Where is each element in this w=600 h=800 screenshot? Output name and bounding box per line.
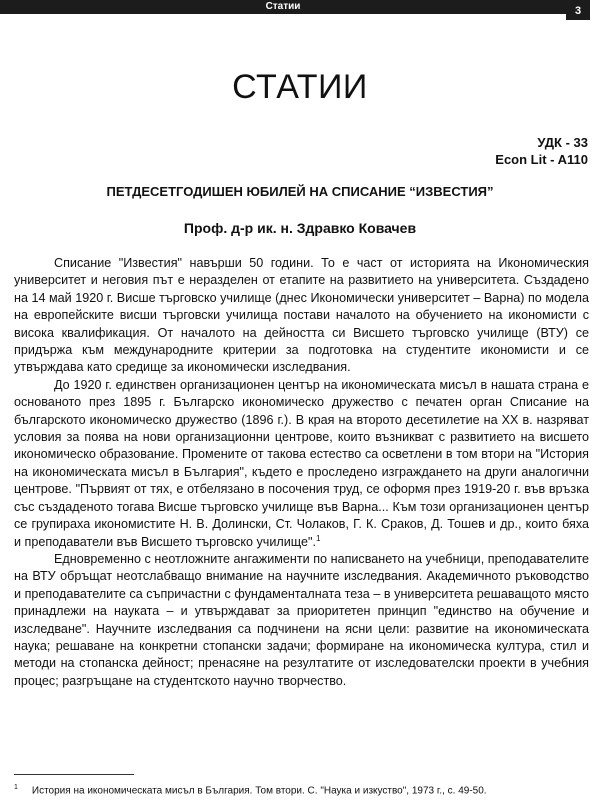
page-number: 3	[566, 0, 590, 20]
footnote-divider	[14, 774, 134, 775]
footnote	[14, 781, 594, 797]
running-header	[0, 0, 566, 14]
article-title: ПЕТДЕСЕТГОДИШЕН ЮБИЛЕЙ НА СПИСАНИЕ “ИЗВЕСТИЯ”	[106, 184, 494, 199]
paragraph-2-text: До 1920 г. единствен организационен център на икономическата мисъл в нашата страна е основаното през 1895 г. Българско икономическо дружество с печатен орган Списание на българското икономическо дружество (1896 г.). В края на второто десетилетие на ХХ в. назряват условия за поява на нови организационни центрове, които възникват с развитието на висшето икономическо образование. Промените от такова естество са осветлени в том втори на "История на икономическата мисъл в България", където е проследено изграждането на други аналогични центрове. "Първият от тях, е отбелязано в посочения труд, се оформя през 1919-20 г. във връзка със създаденото тогава Висше търговско училище във Варна... Към този организационен център се групираха икономистите Н. В. Долински, Ст. Чолаков, Г. К. Сраков, Д. Тошев и др., които бяха и преподаватели във Висшето търговско училище".	[14, 377, 589, 549]
footnote-text: История на икономическата мисъл в България. Том втори. С. "Наука и изкуство", 1973 г., с. 49-50.	[31, 785, 487, 797]
running-title: Статии	[265, 1, 301, 12]
paragraph-1: Списание "Известия" навърши 50 години. То е част от историята на Икономическия университет и неговия път е неразделен от етапите на развитието на университета. Създадено на 14 май 1920 г. Висше търговско училище (днес Икономически университет – Варна) по модела на европейските висши търговски училища постави началото на обучението на икономисти с висока квалификация. От началото на дейността си Висшето търговско училище (ВТУ) се придържа към международните критерии за подготовка на студентите икономисти и се утвърждава като средище за икономически изследвания.	[14, 256, 589, 375]
classification-block	[495, 134, 588, 168]
paragraph-3: Едновременно с неотложните ангажименти по написването на учебници, преподавателите на ВТУ обръщат неотслабващо внимание на научните изследвания. Академичното ръководство и преподавателите са съпричастни с фундаменталната теза – в университета решаващото място принадлежи на науката – и утвърждават за приоритетен принцип "единство на обучение и изследване". Научните изследвания са подчинени на ясни цели: развитие на икономическата наука; решаване на конкретни стопански задачи; формиране на икономическа култура, стил и методи на стопанска дейност; пренасяне на резултатите от изследователски проекти в учебния процес; разгръщане на студентското научно творчество.	[14, 551, 589, 688]
udk-code: УДК - 33	[537, 135, 588, 150]
section-heading: СТАТИИ	[232, 68, 368, 106]
paragraph-2	[14, 377, 589, 551]
econlit-code: Econ Lit - A110	[495, 152, 588, 167]
footnote-reference: 1	[315, 533, 321, 543]
article-body	[14, 255, 589, 690]
article-author: Проф. д-р ик. н. Здравко Ковачев	[183, 220, 417, 236]
footnote-marker: 1	[14, 784, 18, 791]
